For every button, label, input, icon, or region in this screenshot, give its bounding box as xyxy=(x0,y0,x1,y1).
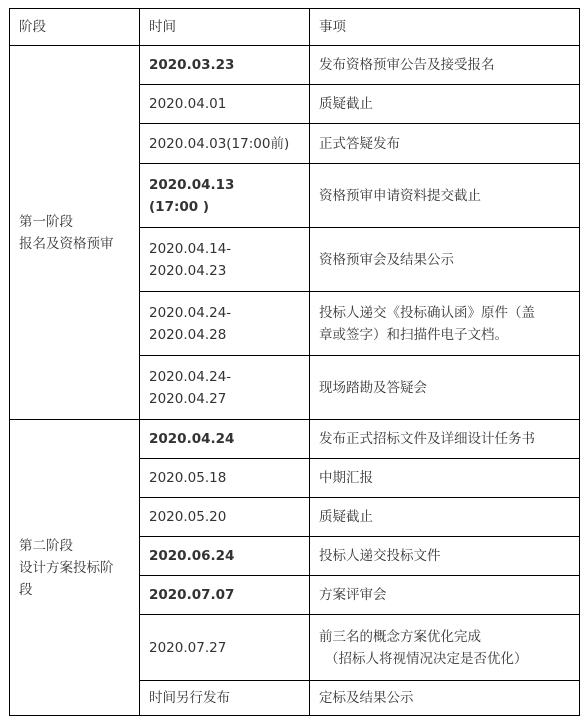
time-line2: 2020.04.28 xyxy=(149,326,227,343)
time-line1: 2020.04.24- xyxy=(149,368,232,385)
phase-1-title-line1: 第一阶段 xyxy=(19,213,73,230)
item-cell xyxy=(310,292,580,356)
time-line2: 2020.04.23 xyxy=(149,262,227,279)
header-stage: 阶段 xyxy=(10,9,140,46)
item-cell: 中期汇报 xyxy=(310,459,580,498)
item-cell: 正式答疑发布 xyxy=(310,124,580,164)
time-cell: 2020.04.03(17:00前) xyxy=(140,124,310,164)
time-line2: (17:00 ) xyxy=(149,198,210,215)
header-row xyxy=(10,9,580,46)
time-cell: 2020.07.27 xyxy=(140,615,310,681)
time-cell xyxy=(140,164,310,228)
time-cell: 2020.05.20 xyxy=(140,498,310,537)
item-cell: 定标及结果公示 xyxy=(310,681,580,716)
item-line2: （招标人将视情况决定是否优化） xyxy=(325,650,528,667)
header-item: 事项 xyxy=(310,9,580,46)
time-cell xyxy=(140,356,310,420)
item-cell: 方案评审会 xyxy=(310,576,580,615)
item-cell: 现场踏勘及答疑会 xyxy=(310,356,580,420)
phase-1-cell xyxy=(10,46,140,420)
item-line2: 章或签字）和扫描件电子文档。 xyxy=(319,326,508,343)
time-cell: 2020.06.24 xyxy=(140,537,310,576)
time-cell: 2020.03.23 xyxy=(140,46,310,85)
phase-2-cell xyxy=(10,420,140,716)
time-line2: 2020.04.27 xyxy=(149,390,227,407)
item-cell: 发布资格预审公告及接受报名 xyxy=(310,46,580,85)
time-cell: 2020.07.07 xyxy=(140,576,310,615)
item-cell: 发布正式招标文件及详细设计任务书 xyxy=(310,420,580,459)
time-cell: 2020.04.24 xyxy=(140,420,310,459)
time-cell: 2020.05.18 xyxy=(140,459,310,498)
table-row xyxy=(10,420,580,459)
phase-2-title-line2: 设计方案投标阶 xyxy=(19,559,114,576)
item-line1: 前三名的概念方案优化完成 xyxy=(319,628,481,645)
item-cell: 资格预审会及结果公示 xyxy=(310,228,580,292)
item-cell: 质疑截止 xyxy=(310,85,580,124)
phase-1-title-line2: 报名及资格预审 xyxy=(19,235,114,252)
item-cell: 质疑截止 xyxy=(310,498,580,537)
item-cell xyxy=(310,615,580,681)
phase-2-title-line3: 段 xyxy=(19,581,33,598)
item-cell: 资格预审申请资料提交截止 xyxy=(310,164,580,228)
time-cell xyxy=(140,292,310,356)
time-line1: 2020.04.14- xyxy=(149,240,232,257)
time-cell xyxy=(140,228,310,292)
schedule-table xyxy=(9,8,580,716)
phase-2-title-line1: 第二阶段 xyxy=(19,537,73,554)
time-cell: 2020.04.01 xyxy=(140,85,310,124)
item-cell: 投标人递交投标文件 xyxy=(310,537,580,576)
time-line1: 2020.04.13 xyxy=(149,176,235,193)
time-line1: 2020.04.24- xyxy=(149,304,232,321)
table-row xyxy=(10,46,580,85)
item-line1: 投标人递交《投标确认函》原件（盖 xyxy=(319,304,535,321)
header-time: 时间 xyxy=(140,9,310,46)
time-cell: 时间另行发布 xyxy=(140,681,310,716)
